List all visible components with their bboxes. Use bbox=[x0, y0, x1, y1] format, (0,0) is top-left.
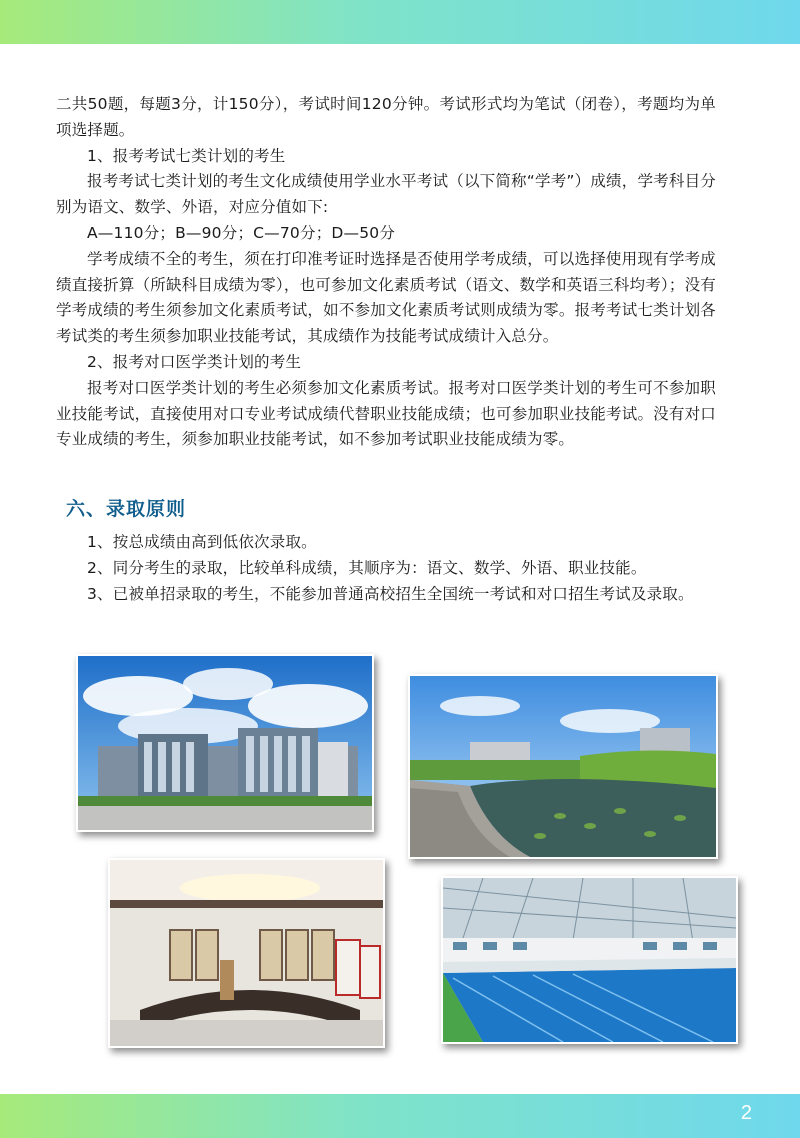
paragraph-medical-plan: 报考对口医学类计划的考生必须参加文化素质考试。报考对口医学类计划的考生可不参加职业技能考试，直接使用对口专业考试成绩代替职业技能成绩；也可参加职业技能考试。没有对口专业成绩的考生，须参加职业技能考试，如不参加考试职业技能成绩为零。 bbox=[56, 378, 716, 449]
admission-rule-1: 1、按总成绩由高到低依次录取。 bbox=[87, 533, 317, 551]
section-5-text bbox=[56, 92, 716, 453]
top-decorative-band bbox=[0, 0, 800, 44]
exhibition-hall-photo bbox=[108, 858, 385, 1048]
paragraph-seven-class-scores: 报考考试七类计划的考生文化成绩使用学业水平考试（以下简称“学考”）成绩，学考科目分别为语文、数学、外语，对应分值如下: bbox=[56, 172, 716, 217]
admission-rule-2: 2、同分考生的录取，比较单科成绩，其顺序为：语文、数学、外语、职业技能。 bbox=[87, 558, 647, 577]
paragraph-exam-format: 二共50题，每题3分，计150分），考试时间120分钟。考试形式均为笔试（闭卷），考题均为单项选择题。 bbox=[56, 95, 716, 139]
section-6-title: 六、录取原则 bbox=[66, 498, 187, 520]
swimming-pool-photo bbox=[441, 876, 738, 1044]
campus-pond-photo bbox=[408, 674, 718, 859]
section-6-text bbox=[56, 530, 716, 607]
subheading-medical-plan: 2、报考对口医学类计划的考生 bbox=[87, 352, 302, 371]
campus-building-photo bbox=[76, 654, 374, 832]
paragraph-grade-values: A—110分；B—90分；C—70分；D—50分 bbox=[87, 223, 396, 242]
subheading-seven-class-plan: 1、报考考试七类计划的考生 bbox=[87, 146, 286, 165]
page-number: 2 bbox=[740, 1102, 752, 1124]
paragraph-incomplete-scores: 学考成绩不全的考生，须在打印准考证时选择是否使用学考成绩，可以选择使用现有学考成绩直接折算（所缺科目成绩为零），也可参加文化素质考试（语文、数学和英语三科均考）；没有学考成绩的考生须参加文化素质考试，如不参加文化素质考试则成绩为零。报考考试七类计划各考试类的考生须参加职业技能考试，其成绩作为技能考试成绩计入总分。 bbox=[56, 249, 716, 346]
bottom-decorative-band bbox=[0, 1094, 800, 1138]
admission-rule-3: 3、已被单招录取的考生，不能参加普通高校招生全国统一考试和对口招生考试及录取。 bbox=[87, 584, 694, 603]
